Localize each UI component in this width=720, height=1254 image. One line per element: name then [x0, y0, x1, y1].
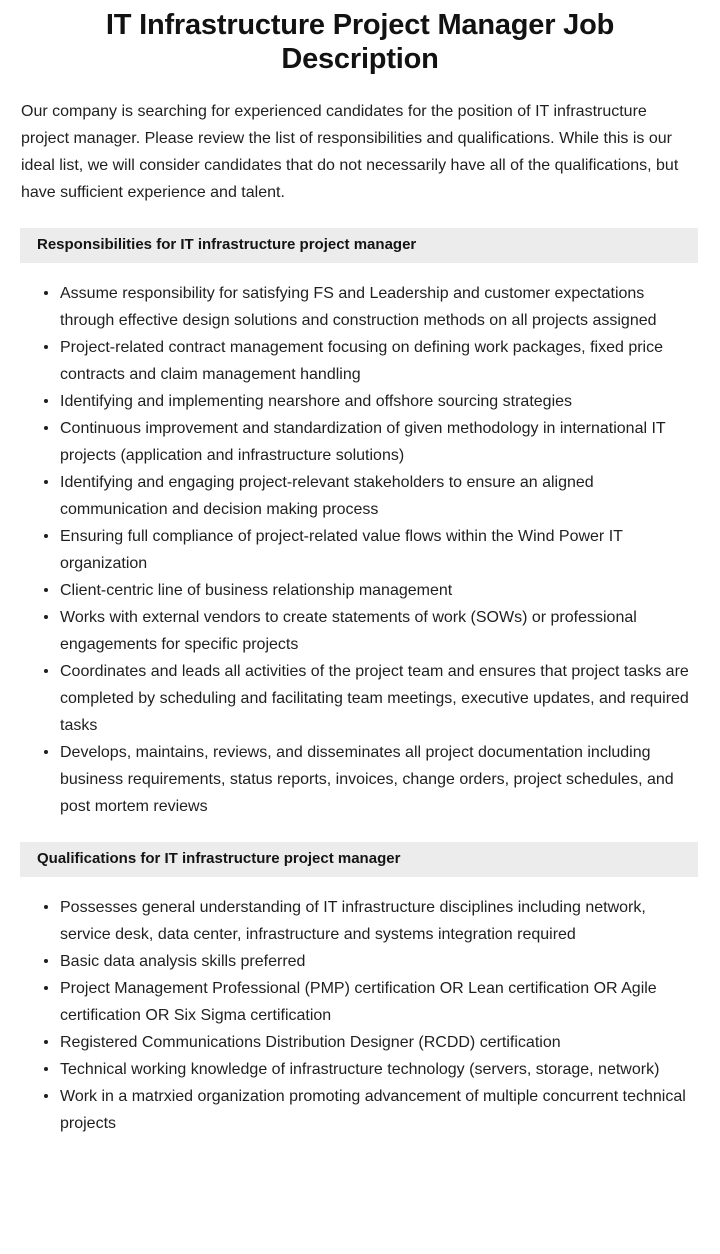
list-item: Technical working knowledge of infrastructure technology (servers, storage, network) [44, 1056, 696, 1083]
responsibilities-heading: Responsibilities for IT infrastructure project manager [37, 236, 417, 253]
list-item: Continuous improvement and standardization of given methodology in international IT projects (application and infrastructure solutions) [44, 415, 696, 469]
list-item: Registered Communications Distribution Designer (RCDD) certification [44, 1029, 696, 1056]
list-item: Identifying and engaging project-relevant stakeholders to ensure an aligned communication and decision making process [44, 469, 696, 523]
page-title: IT Infrastructure Project Manager Job Description [105, 9, 615, 75]
list-item: Possesses general understanding of IT infrastructure disciplines including network, service desk, data center, infrastructure and systems integration required [44, 894, 696, 948]
list-item: Project Management Professional (PMP) certification OR Lean certification OR Agile certification OR Six Sigma certification [44, 975, 696, 1029]
qualifications-section-header [20, 842, 698, 877]
qualifications-section [0, 842, 720, 1167]
list-item: Identifying and implementing nearshore and offshore sourcing strategies [44, 388, 696, 415]
qualifications-list [0, 877, 720, 1137]
responsibilities-section [0, 228, 720, 820]
list-item: Project-related contract management focusing on defining work packages, fixed price contracts and claim management handling [44, 334, 696, 388]
intro-paragraph: Our company is searching for experienced candidates for the position of IT infrastructure project manager. Please review the list of responsibilities and qualifications. While this is our ideal list, we will consider candidates that do not necessarily have all of the qualifications, but have sufficient experience and talent. [21, 103, 679, 201]
list-item: Coordinates and leads all activities of the project team and ensures that project tasks are completed by scheduling and facilitating team meetings, executive updates, and required tasks [44, 658, 696, 739]
list-item: Basic data analysis skills preferred [44, 948, 696, 975]
list-item: Assume responsibility for satisfying FS and Leadership and customer expectations through effective design solutions and construction methods on all projects assigned [44, 280, 696, 334]
responsibilities-section-header [20, 228, 698, 263]
list-item: Client-centric line of business relationship management [44, 577, 696, 604]
list-item: Work in a matrxied organization promoting advancement of multiple concurrent technical projects [44, 1083, 696, 1137]
qualifications-heading: Qualifications for IT infrastructure project manager [37, 850, 401, 867]
list-item: Works with external vendors to create statements of work (SOWs) or professional engagements for specific projects [44, 604, 696, 658]
responsibilities-list [0, 263, 720, 820]
list-item: Develops, maintains, reviews, and disseminates all project documentation including business requirements, status reports, invoices, change orders, project schedules, and post mortem reviews [44, 739, 696, 820]
list-item: Ensuring full compliance of project-related value flows within the Wind Power IT organization [44, 523, 696, 577]
